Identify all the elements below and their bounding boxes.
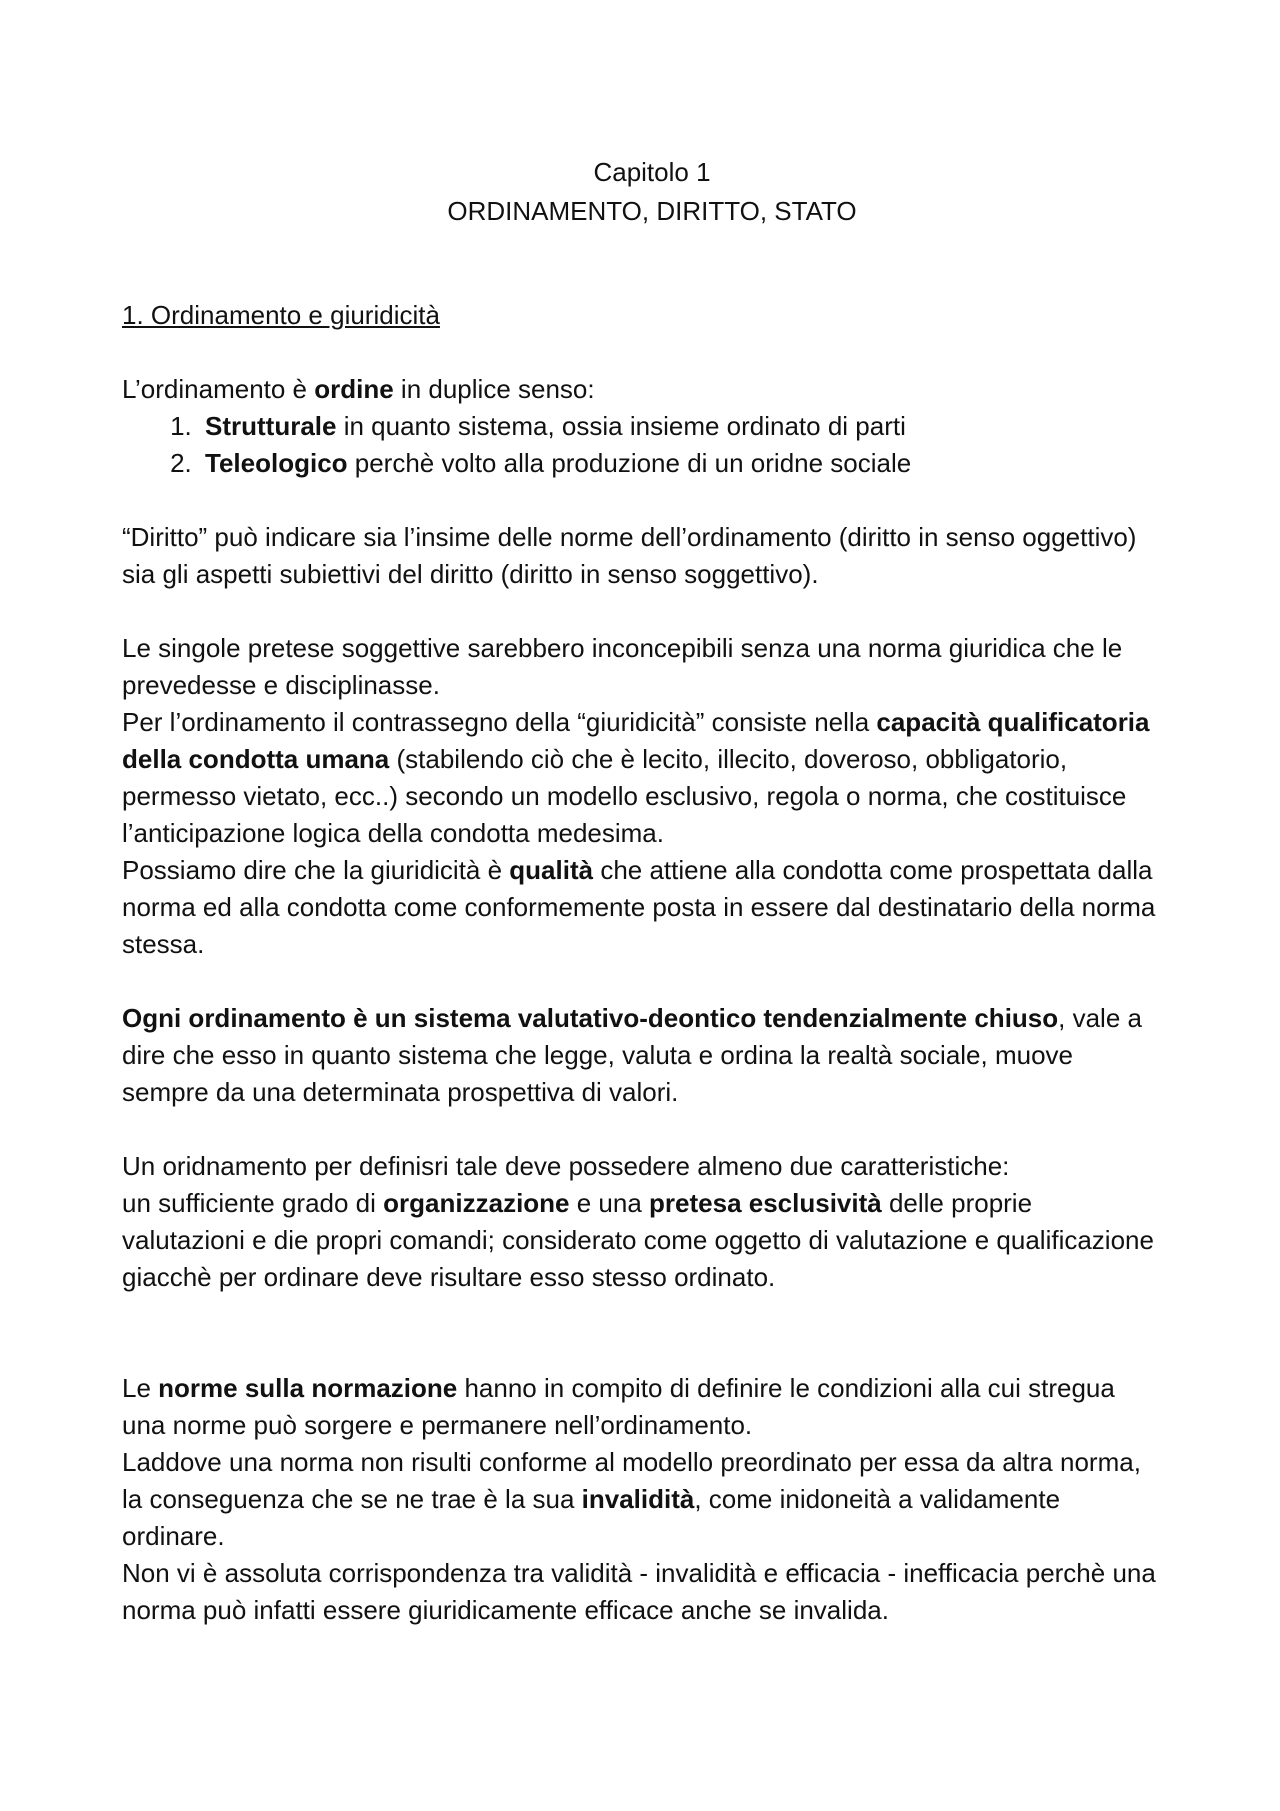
text-run: Laddove una norma non risulti conforme al modello preordinato per essa da altra norma, la conseguenza che se ne trae è la sua	[122, 1447, 1141, 1514]
bold-term: Teleologico	[205, 448, 348, 478]
bold-term: organizzazione	[383, 1188, 570, 1218]
chapter-header	[122, 153, 1162, 231]
text-run: hanno in compito di definire le condizioni alla cui stregua una norme può sorgere e permanere nell’ordinamento.	[122, 1373, 1115, 1440]
text-run: L’ordinamento è	[122, 374, 315, 404]
text-line	[122, 1370, 1162, 1444]
text-run: perchè volto alla produzione di un oridne sociale	[347, 448, 912, 478]
text-run: Le	[122, 1373, 159, 1403]
text-line: Un oridnamento per definisri tale deve possedere almeno due caratteristiche:	[122, 1151, 1010, 1181]
text-run: Per l’ordinamento il contrassegno della “giuridicità” consiste nella	[122, 707, 877, 737]
text-line: Le singole pretese soggettive sarebbero inconcepibili senza una norma giuridica che le prevedesse e disciplinasse.	[122, 633, 1123, 700]
text-line: Non vi è assoluta corrispondenza tra validità - invalidità e efficacia - inefficacia perchè una norma può infatti essere giuridicamente efficace anche se invalida.	[122, 1558, 1156, 1625]
bold-term: Strutturale	[205, 411, 337, 441]
bold-term: invalidità	[581, 1484, 695, 1514]
bold-term: capacità qualificatoria della condotta umana	[122, 707, 1150, 774]
list-item	[199, 408, 1162, 445]
section-heading: 1. Ordinamento e giuridicità	[122, 300, 440, 330]
list-item	[199, 445, 1162, 482]
paragraph-sistema	[122, 1000, 1162, 1111]
text-run: in quanto sistema, ossia insieme ordinato di parti	[336, 411, 906, 441]
bold-term: ordine	[314, 374, 394, 404]
text-run: e una	[569, 1188, 650, 1218]
text-line	[122, 852, 1162, 963]
chapter-number: Capitolo 1	[593, 157, 711, 187]
text-run: un sufficiente grado di	[122, 1188, 384, 1218]
text-run: in duplice senso:	[393, 374, 595, 404]
document-body	[122, 153, 1162, 1629]
bold-term: pretesa esclusività	[649, 1188, 882, 1218]
text-run: , vale a dire che esso in quanto sistema che legge, valuta e ordina la realtà sociale, muove sempre da una determinata prospettiva di valori.	[122, 1003, 1142, 1107]
text-run: delle proprie valutazioni e die propri comandi; considerato come oggetto di valutazione e qualificazione giacchè per ordinare deve risultare esso stesso ordinato.	[122, 1188, 1154, 1292]
paragraph-caratteristiche	[122, 1148, 1162, 1296]
bold-term: norme sulla normazione	[158, 1373, 458, 1403]
text-run: Possiamo dire che la giuridicità è	[122, 855, 510, 885]
text-run: (stabilendo ciò che è lecito, illecito, doveroso, obbligatorio, permesso vietato, ecc..) secondo un modello esclusivo, regola o norma, che costituisce l’anticipazione logica della condotta medesima.	[122, 744, 1127, 848]
text-run: che attiene alla condotta come prospettata dalla norma ed alla condotta come conformemente posta in essere dal destinatario della norma stessa.	[122, 855, 1156, 959]
bold-term: qualità	[509, 855, 594, 885]
bold-term: Ogni ordinamento è un sistema valutativo-deontico tendenzialmente chiuso	[122, 1003, 1059, 1033]
paragraph-normazione	[122, 1370, 1162, 1629]
text-line	[122, 1185, 1162, 1296]
paragraph-giuridicita	[122, 630, 1162, 963]
chapter-title: ORDINAMENTO, DIRITTO, STATO	[447, 196, 857, 226]
text-line	[122, 1444, 1162, 1555]
paragraph-diritto: “Diritto” può indicare sia l’insime delle norme dell’ordinamento (diritto in senso oggettivo) sia gli aspetti subiettivi del diritto (diritto in senso soggettivo).	[122, 522, 1137, 589]
numbered-list	[122, 408, 1162, 482]
text-run: , come inidoneità a validamente ordinare.	[122, 1484, 1061, 1551]
text-line	[122, 704, 1162, 852]
paragraph-ordine	[122, 371, 1162, 408]
